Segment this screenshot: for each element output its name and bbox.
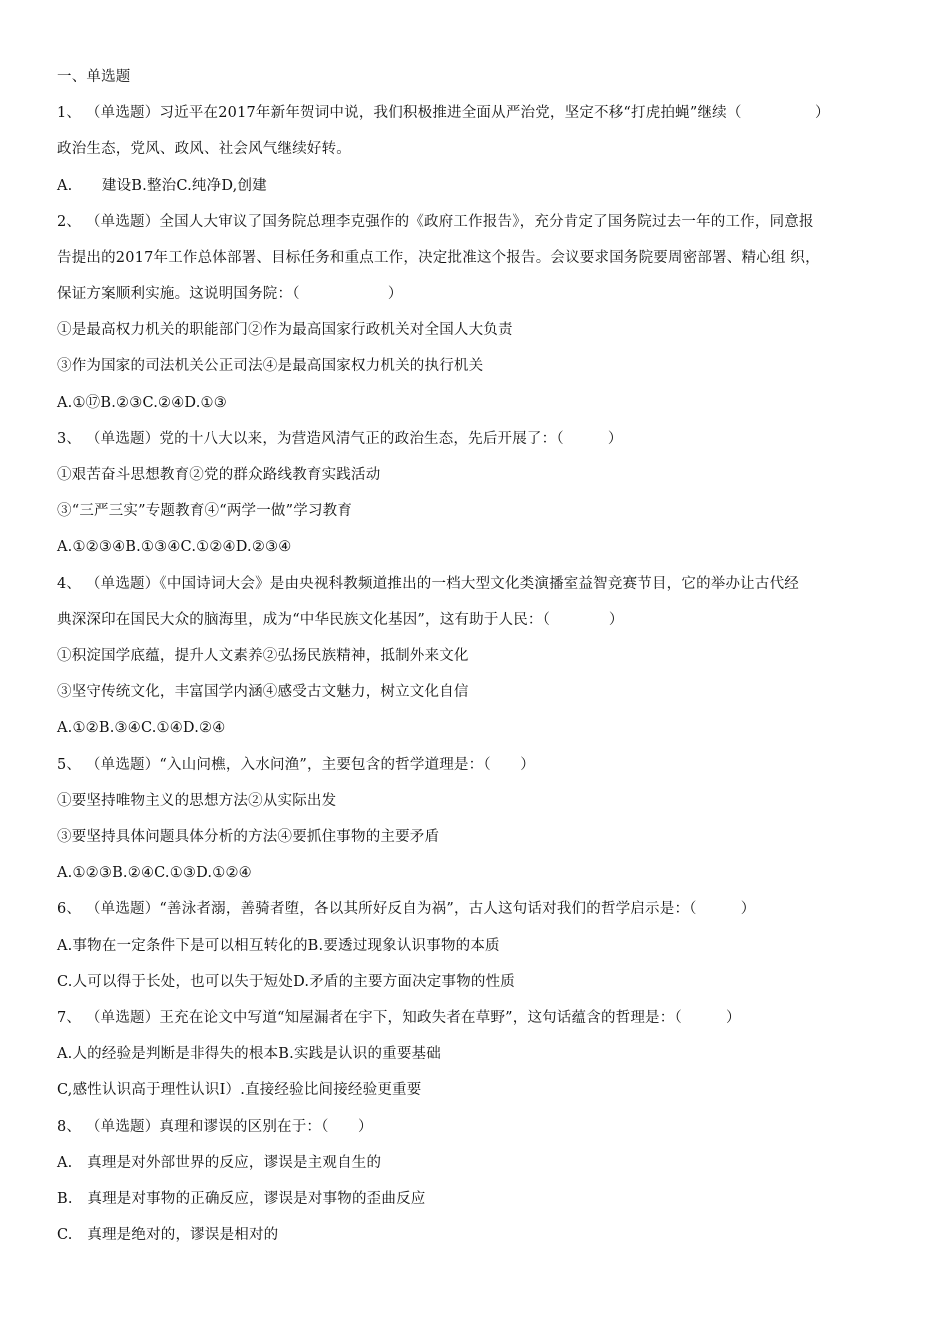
- q1-options: A. 建设B.整治C.纯净D,创建: [57, 178, 267, 194]
- section-heading: 一、单选题: [57, 69, 131, 85]
- q5-stem: 5、 （单选题）“入山问樵，入水问渔”，主要包含的哲学道理是：（ ）: [57, 757, 535, 773]
- q3-stem: 3、 （单选题）党的十八大以来，为营造风清气正的政治生态，先后开展了：（ ）: [57, 431, 623, 447]
- q2-stem-line-1: 2、 （单选题）全国人大审议了国务院总理李克强作的《政府工作报告》，充分肯定了国务院过去一年的工作，同意报: [57, 214, 814, 230]
- q6-stem: 6、 （单选题）“善泳者溺，善骑者堕，各以其所好反自为祸”，古人这句话对我们的哲学启示是：（ ）: [57, 901, 756, 917]
- q2-options: A.①⑰B.②③C.②④D.①③: [57, 395, 227, 411]
- q3-options: A.①②③④B.①③④C.①②④D.②③④: [57, 539, 292, 555]
- q2-stem-line-2: 告提出的2017年工作总体部署、目标任务和重点工作，决定批准这个报告。会议要求国务院要周密部署、精心组 织，: [57, 250, 820, 266]
- q4-stem-line-1: 4、 （单选题）《中国诗词大会》是由央视科教频道推出的一档大型文化类演播室益智竞赛节目，它的举办让古代经: [57, 576, 799, 592]
- q5-statements-2: ③要坚持具体问题具体分析的方法④要抓住事物的主要矛盾: [57, 829, 440, 845]
- q7-options-1: A.人的经验是判断是非得失的根本B.实践是认识的重要基础: [57, 1046, 441, 1062]
- q3-statements-2: ③“三严三实”专题教育④“两学一做”学习教育: [57, 503, 353, 519]
- q6-options-1: A.事物在一定条件下是可以相互转化的B.要透过现象认识事物的本质: [57, 938, 500, 954]
- q8-option-b: B. 真理是对事物的正确反应，谬误是对事物的歪曲反应: [57, 1191, 426, 1207]
- q2-statements-2: ③作为国家的司法机关公正司法④是最高国家权力机关的执行机关: [57, 358, 484, 374]
- q2-stem-line-3: 保证方案顺利实施。这说明国务院：（ ）: [57, 286, 403, 302]
- q8-stem: 8、 （单选题）真理和谬误的区别在于：（ ）: [57, 1119, 373, 1135]
- q7-stem: 7、 （单选题）王充在论文中写道“知屋漏者在宇下，知政失者在草野”，这句话蕴含的哲理是：（ ）: [57, 1010, 741, 1026]
- q3-statements-1: ①艰苦奋斗思想教育②党的群众路线教育实践活动: [57, 467, 381, 483]
- q1-stem-line-2: 政治生态，党风、政风、社会风气继续好转。: [57, 141, 351, 157]
- q4-statements-2: ③坚守传统文化，丰富国学内涵④感受古文魅力，树立文化自信: [57, 684, 469, 700]
- q2-statements-1: ①是最高权力机关的职能部门②作为最高国家行政机关对全国人大负责: [57, 322, 513, 338]
- q4-statements-1: ①积淀国学底蕴，提升人文素养②弘扬民族精神，抵制外来文化: [57, 648, 469, 664]
- q4-options: A.①②B.③④C.①④D.②④: [57, 720, 226, 736]
- q8-option-a: A. 真理是对外部世界的反应，谬误是主观自生的: [57, 1155, 382, 1171]
- q7-options-2: C,感性认识高于理性认识I）.直接经验比间接经验更重要: [57, 1082, 422, 1098]
- q5-statements-1: ①要坚持唯物主义的思想方法②从实际出发: [57, 793, 337, 809]
- q8-option-c: C. 真理是绝对的，谬误是相对的: [57, 1227, 279, 1243]
- q1-stem-line-1: 1、 （单选题）习近平在2017年新年贺词中说，我们积极推进全面从严治党，坚定不移“打虎拍蝇”继续（ ）: [57, 105, 830, 121]
- q4-stem-line-2: 典深深印在国民大众的脑海里，成为“中华民族文化基因”，这有助于人民：（ ）: [57, 612, 624, 628]
- q6-options-2: C.人可以得于长处，也可以失于短处D.矛盾的主要方面决定事物的性质: [57, 974, 516, 990]
- q5-options: A.①②③B.②④C.①③D.①②④: [57, 865, 252, 881]
